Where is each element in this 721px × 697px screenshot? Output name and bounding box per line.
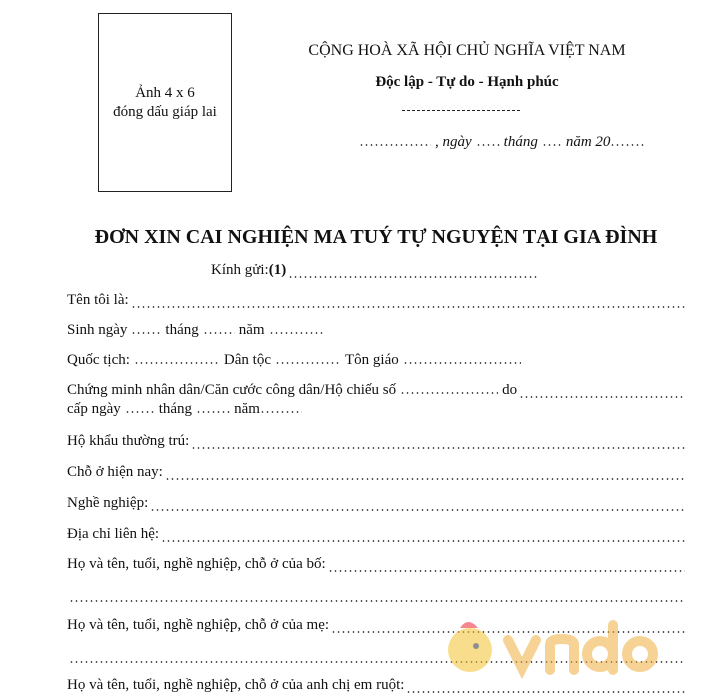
nationality-row (67, 352, 687, 372)
id-label: Chứng minh nhân dân/Căn cước công dân/Hộ chiếu số (67, 382, 397, 398)
job-row (67, 495, 687, 515)
job-label: Nghề nghiệp: (67, 495, 149, 511)
id-row (67, 382, 687, 402)
current-address-row (67, 464, 687, 484)
nation-header: CỘNG HOÀ XÃ HỘI CHỦ NGHĨA VIỆT NAM (308, 42, 626, 59)
date-line (355, 134, 650, 151)
issue-row (67, 401, 687, 421)
recipient-row (211, 262, 541, 282)
recipient-ref: (1) (268, 262, 287, 278)
dob-row (67, 322, 687, 342)
father-row (67, 556, 687, 576)
issue-year-label: năm (234, 401, 260, 417)
photo-label: Ảnh 4 x 6 (135, 84, 195, 101)
current-address-label: Chỗ ở hiện nay: (67, 464, 163, 480)
motto: Độc lập - Tự do - Hạnh phúc (375, 74, 559, 90)
date-day-label: , ngày (435, 134, 472, 150)
father-row-continued (67, 586, 687, 606)
dob-month-label: tháng (165, 322, 199, 338)
vndoc-watermark-logo (440, 610, 670, 685)
issue-day-label: cấp ngày (67, 401, 121, 417)
name-label: Tên tôi là: (67, 292, 129, 308)
ethnicity-label: Dân tộc (223, 352, 271, 368)
recipient-label: Kính gửi: (211, 262, 269, 278)
date-month-label: tháng (503, 134, 538, 150)
religion-label: Tôn giáo (344, 352, 399, 368)
dob-year-label: năm (238, 322, 265, 338)
father-label: Họ và tên, tuổi, nghề nghiệp, chỗ ở của bố: (67, 556, 326, 572)
mother-label: Họ và tên, tuổi, nghề nghiệp, chỗ ở của mẹ: (67, 617, 330, 633)
photo-stamp-note: đóng dấu giáp lai (113, 103, 217, 120)
id-issuer-label: do (502, 382, 518, 398)
contact-label: Địa chỉ liên hệ: (67, 526, 160, 542)
residence-label: Hộ khẩu thường trú: (67, 433, 190, 449)
divider (402, 110, 520, 111)
name-field[interactable] (131, 306, 685, 308)
issue-month-label: tháng (158, 401, 193, 417)
dob-day-label: Sinh ngày (67, 322, 128, 338)
name-row (67, 292, 687, 312)
contact-row (67, 526, 687, 546)
date-year-label: năm 20 (565, 134, 611, 150)
nationality-label: Quốc tịch: (67, 352, 130, 368)
photo-box (98, 13, 232, 192)
siblings-label: Họ và tên, tuổi, nghề nghiệp, chỗ ở của anh chị em ruột: (67, 677, 405, 693)
residence-row (67, 433, 687, 453)
document-title: ĐƠN XIN CAI NGHIỆN MA TUÝ TỰ NGUYỆN TẠI GIA ĐÌNH (94, 226, 658, 248)
